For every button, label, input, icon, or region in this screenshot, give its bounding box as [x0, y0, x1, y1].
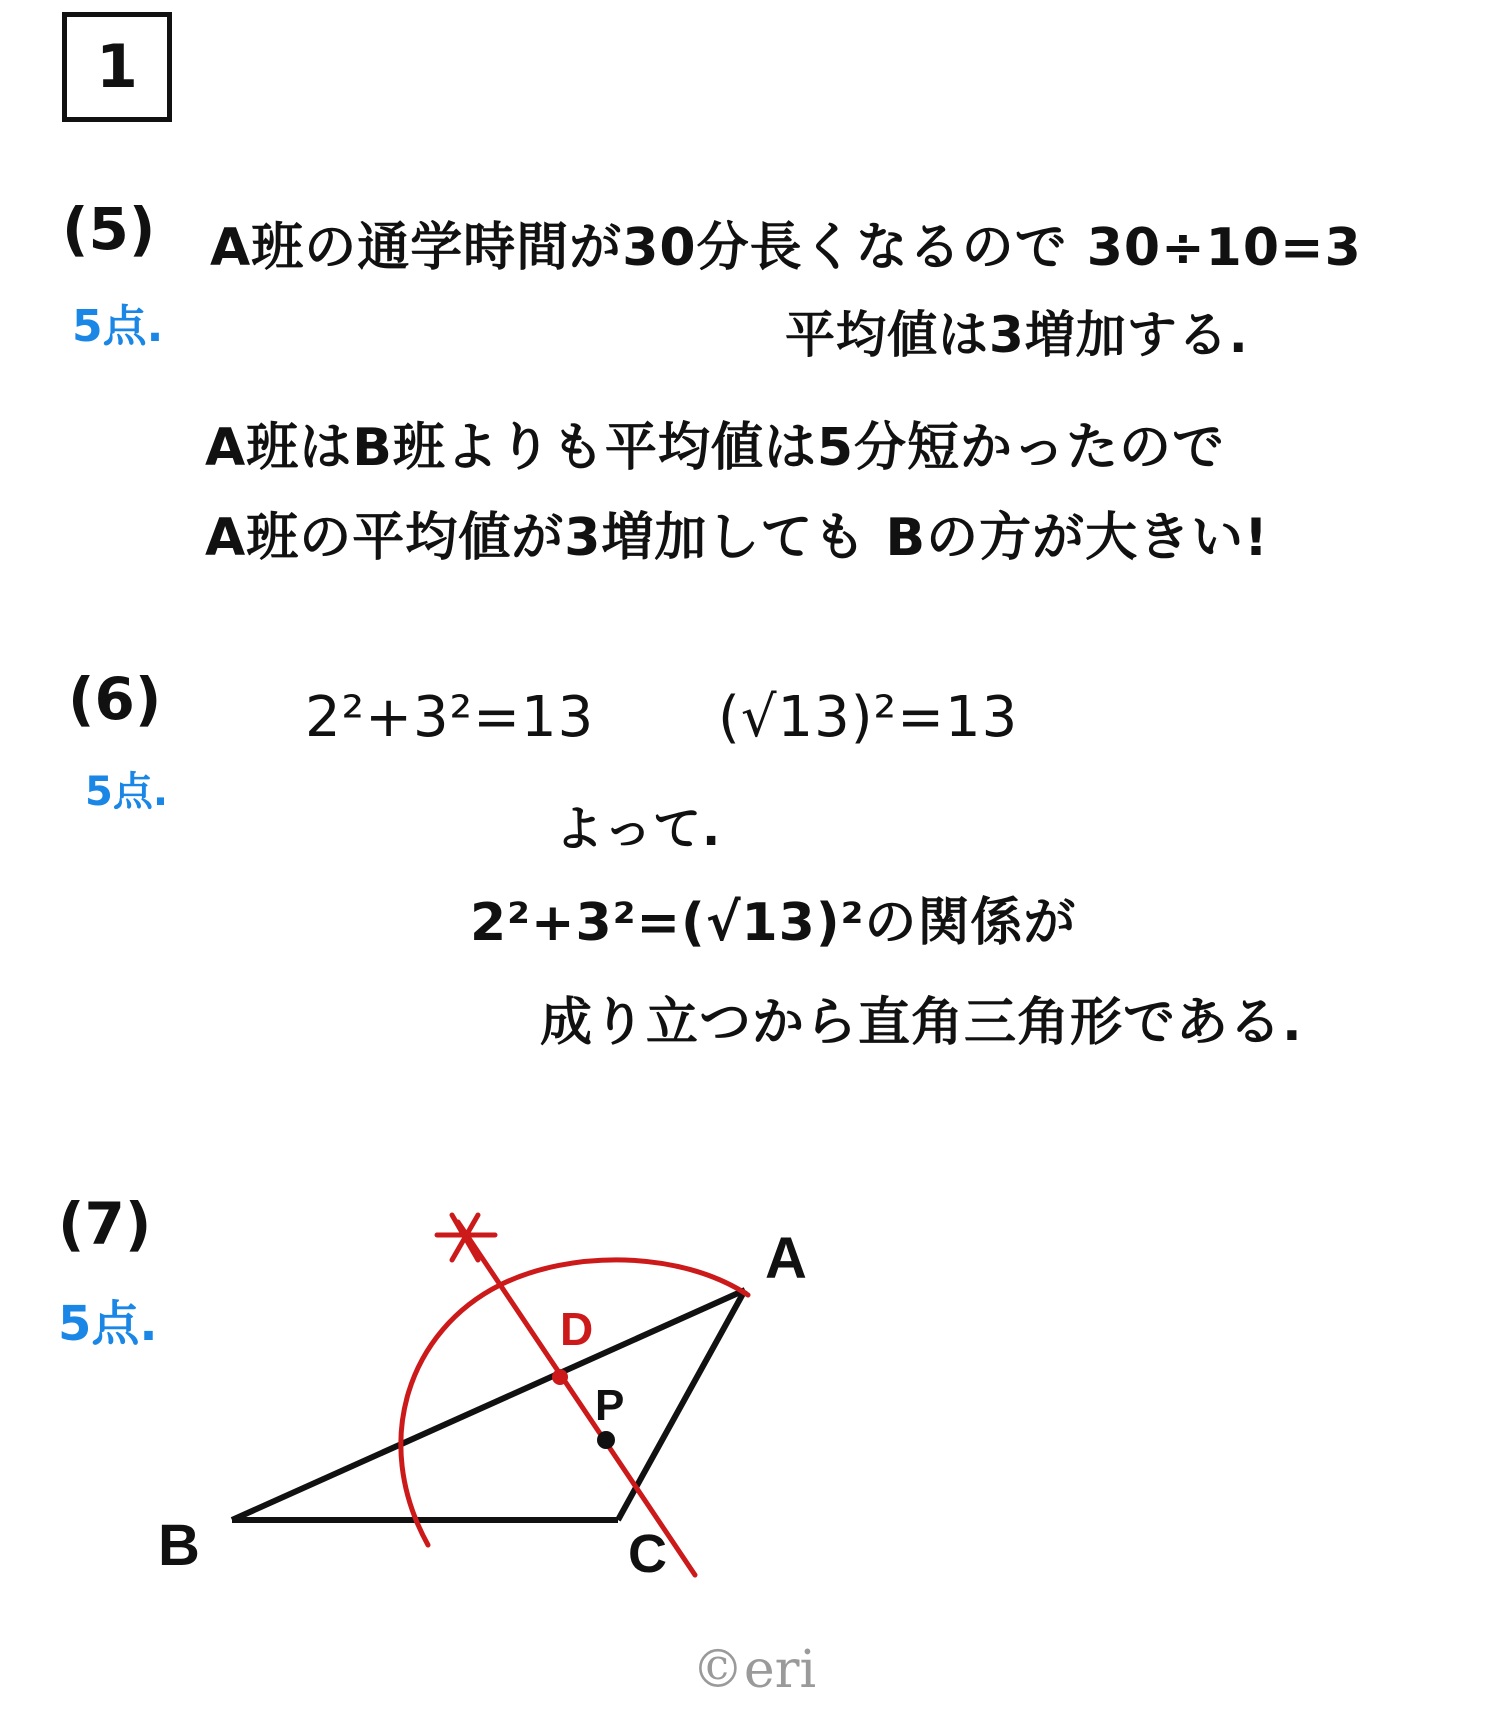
segment-ab	[232, 1290, 745, 1520]
q6-conclusion: 成り立つから直角三角形である.	[540, 993, 1303, 1053]
q6-yotte: よって.	[555, 801, 722, 857]
label-a: A	[765, 1226, 807, 1291]
triangle-abc	[232, 1290, 745, 1520]
intersection-cross-mark	[437, 1215, 495, 1260]
point-d-dot	[552, 1369, 568, 1385]
label-b: B	[158, 1513, 200, 1578]
q5-line1: A班の通学時間が30分長くなるので 30÷10=3	[210, 218, 1362, 278]
q7-score: 5点.	[58, 1296, 158, 1352]
q6-eq1: 2²+3²=13	[305, 685, 595, 750]
q7-label: (7)	[58, 1190, 152, 1258]
copyright-watermark: ©eri	[691, 1640, 817, 1700]
problem-number: 1	[96, 32, 138, 102]
construction-diagram	[0, 1150, 1508, 1630]
label-c: C	[628, 1524, 667, 1584]
q6-eq2: (√13)²=13	[718, 685, 1019, 750]
point-p-dot	[597, 1431, 615, 1449]
q5-label: (5)	[62, 195, 156, 263]
q5-line2: 平均値は3増加する.	[785, 306, 1249, 364]
q5-score: 5点.	[72, 301, 164, 352]
problem-number-box	[62, 12, 172, 122]
q5-line4: A班の平均値が3増加しても Bの方が大きい!	[205, 508, 1269, 568]
label-d: D	[560, 1303, 594, 1355]
q5-line3: A班はB班よりも平均値は5分短かったので	[205, 418, 1226, 478]
label-p: P	[595, 1381, 625, 1430]
q6-score: 5点.	[85, 769, 169, 815]
q6-relation: 2²+3²=(√13)²の関係が	[470, 893, 1077, 953]
q6-label: (6)	[68, 665, 162, 733]
